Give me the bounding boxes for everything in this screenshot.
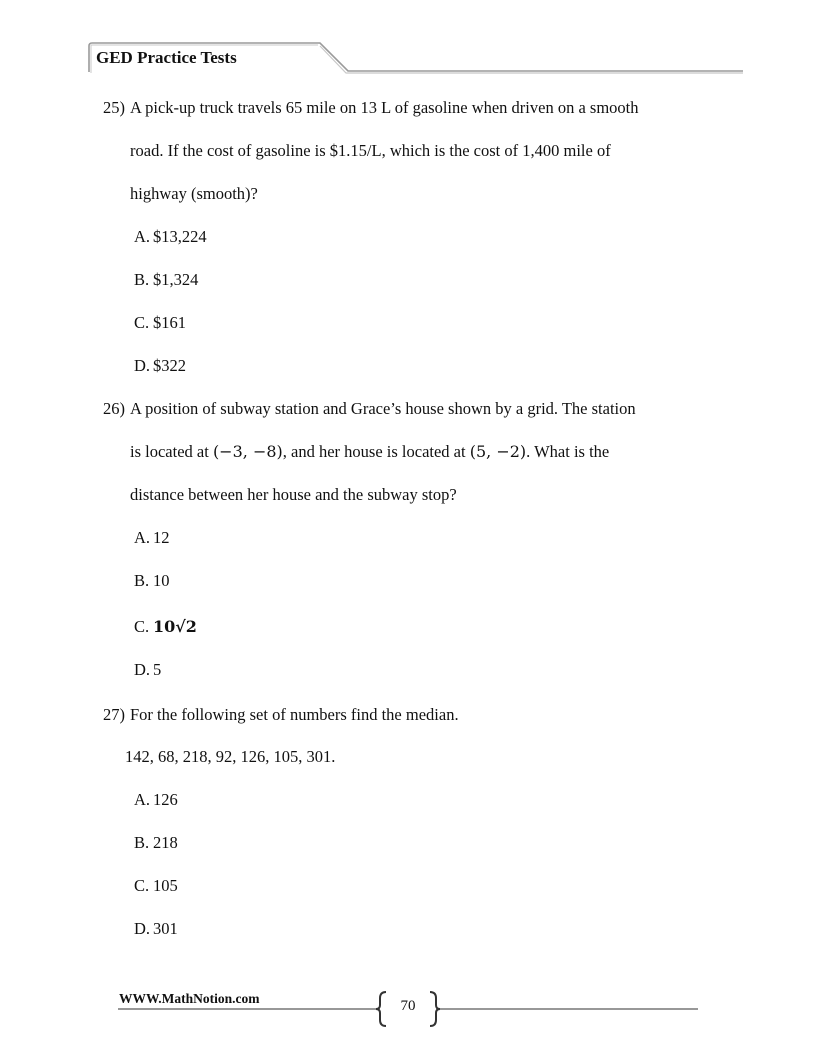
question-27-option-b: B. 218: [134, 833, 178, 852]
question-25-option-b: B. $1,324: [134, 270, 199, 289]
footer-website: WWW.MathNotion.com: [119, 991, 260, 1006]
number-set: 142, 68, 218, 92, 126, 105, 301.: [125, 747, 336, 766]
question-26-option-d: D. 5: [134, 660, 162, 679]
question-25-option-a: A. $13,224: [134, 227, 207, 246]
station-coordinates: (−3, −8): [212, 442, 283, 461]
question-27-option-a: A. 126: [134, 790, 178, 809]
house-coordinates: (5, −2): [469, 442, 527, 461]
question-text: A position of subway station and Grace’s house shown by a grid. The station: [130, 399, 636, 418]
question-27-line-1: [103, 705, 459, 725]
question-number: 27): [103, 705, 125, 724]
question-27-option-c: C. 105: [134, 876, 178, 895]
question-26-option-a: A. 12: [134, 528, 170, 547]
question-26-line-1: [103, 399, 636, 419]
question-26-option-c: C. 10√2: [134, 617, 197, 636]
page-header: [88, 42, 744, 74]
question-25-option-c: C. $161: [134, 313, 186, 332]
question-text: For the following set of numbers find the median.: [130, 705, 459, 724]
question-26-option-b: B. 10: [134, 571, 170, 590]
page-footer: [0, 980, 816, 1030]
page-number: 70: [400, 998, 416, 1014]
question-text: A pick-up truck travels 65 mile on 13 L of gasoline when driven on a smooth: [130, 98, 639, 117]
question-number: 25): [103, 98, 125, 117]
header-title: GED Practice Tests: [96, 48, 237, 67]
question-25-line-3: highway (smooth)?: [130, 184, 258, 203]
question-25-line-2: road. If the cost of gasoline is $1.15/L, which is the cost of 1,400 mile of: [130, 141, 611, 160]
question-25-line-1: [103, 98, 639, 118]
question-25-option-d: D. $322: [134, 356, 186, 375]
question-27-option-d: D. 301: [134, 919, 178, 938]
question-number: 26): [103, 399, 125, 418]
question-26-line-2: is located at (−3, −8), and her house is located at (5, −2). What is the: [130, 442, 610, 461]
question-26-line-3: distance between her house and the subway stop?: [130, 485, 457, 504]
